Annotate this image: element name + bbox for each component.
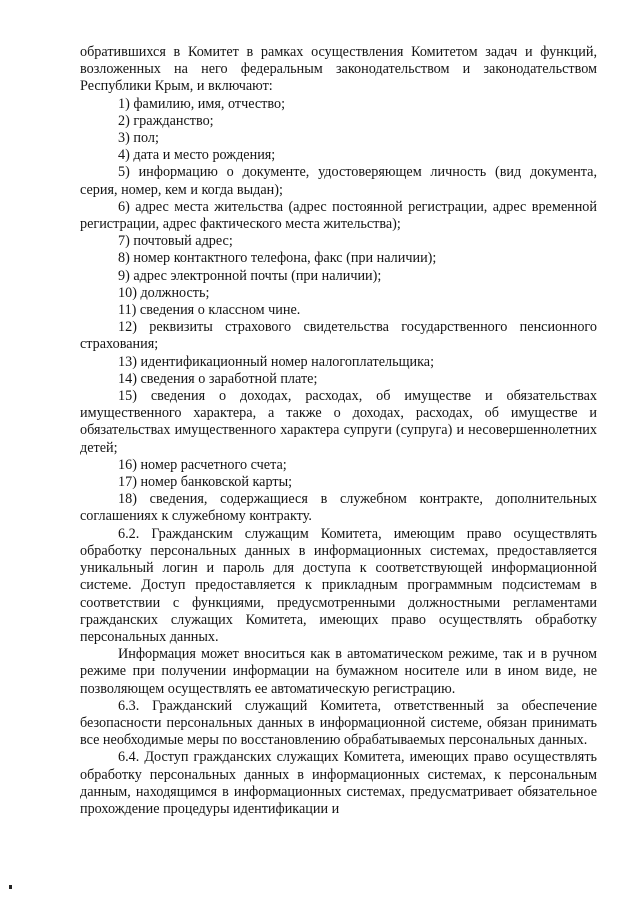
paragraph-info: Информация может вноситься как в автоматическом режиме, так и в ручном режиме при получении информации на бумажном носителе или в ином виде, не позволяющем осуществлять ее автоматическую регистрацию. — [80, 646, 597, 697]
list-item: 14) сведения о заработной плате; — [118, 370, 318, 387]
paragraph-6-4: 6.4. Доступ гражданских служащих Комитета, имеющих право осуществлять обработку персональных данных в информационных системах, к персональным данным, находящимся в информационных системах, предусматривает обязательное прохождение процедуры идентификации и — [80, 749, 597, 817]
intro-paragraph: обратившихся в Комитет в рамках осуществления Комитетом задач и функций, возложенных на него федеральным законодательством и законодательством Республики Крым, и включают: — [80, 44, 597, 95]
paragraph-6-3: 6.3. Гражданский служащий Комитета, ответственный за обеспечение безопасности персональных данных в информационной системе, обязан принимать все необходимые меры по восстановлению обрабатываемых персональных данных. — [80, 697, 597, 749]
list-item: 3) пол; — [118, 130, 159, 147]
list-item: 9) адрес электронной почты (при наличии); — [118, 267, 382, 284]
list-item: 4) дата и место рождения; — [118, 147, 276, 164]
paragraph-6-2: 6.2. Гражданским служащим Комитета, имеющим право осуществлять обработку персональных данных в информационных системах, предоставляется уникальный логин и пароль для доступа к соответствующей информационной системе. Доступ предоставляется к прикладным программным подсистемам в соответствии с функциями, предусмотренными должностными регламентами гражданских служащих Комитета, имеющих право осуществлять обработку персональных данных. — [80, 525, 597, 645]
list-item: 13) идентификационный номер налогоплательщика; — [118, 353, 435, 370]
list-item: 6) адрес места жительства (адрес постоянной регистрации, адрес временной регистрации, адрес фактического места жительства); — [80, 198, 597, 233]
list-item: 10) должность; — [118, 284, 210, 301]
scan-mark — [9, 885, 12, 889]
list-item: 11) сведения о классном чине. — [118, 302, 301, 319]
document-body — [80, 44, 597, 818]
list-item: 7) почтовый адрес; — [118, 233, 233, 250]
list-item: 8) номер контактного телефона, факс (при наличии); — [118, 250, 437, 267]
list-item: 1) фамилию, имя, отчество; — [118, 95, 286, 112]
list-item: 16) номер расчетного счета; — [118, 456, 287, 473]
list-item: 15) сведения о доходах, расходах, об имуществе и обязательствах имущественного характера, а также о доходах, расходах, об имуществе и обязательствах имущественного характера супруги (супруга) и несовершеннолетних детей; — [80, 388, 597, 456]
list-item: 2) гражданство; — [118, 112, 214, 129]
list-item: 18) сведения, содержащиеся в служебном контракте, дополнительных соглашениях к служебному контракту. — [80, 491, 597, 525]
list-item: 17) номер банковской карты; — [118, 474, 293, 491]
list-item: 5) информацию о документе, удостоверяющем личность (вид документа, серия, номер, кем и когда выдан); — [80, 164, 597, 198]
list-item: 12) реквизиты страхового свидетельства государственного пенсионного страхования; — [80, 319, 597, 353]
